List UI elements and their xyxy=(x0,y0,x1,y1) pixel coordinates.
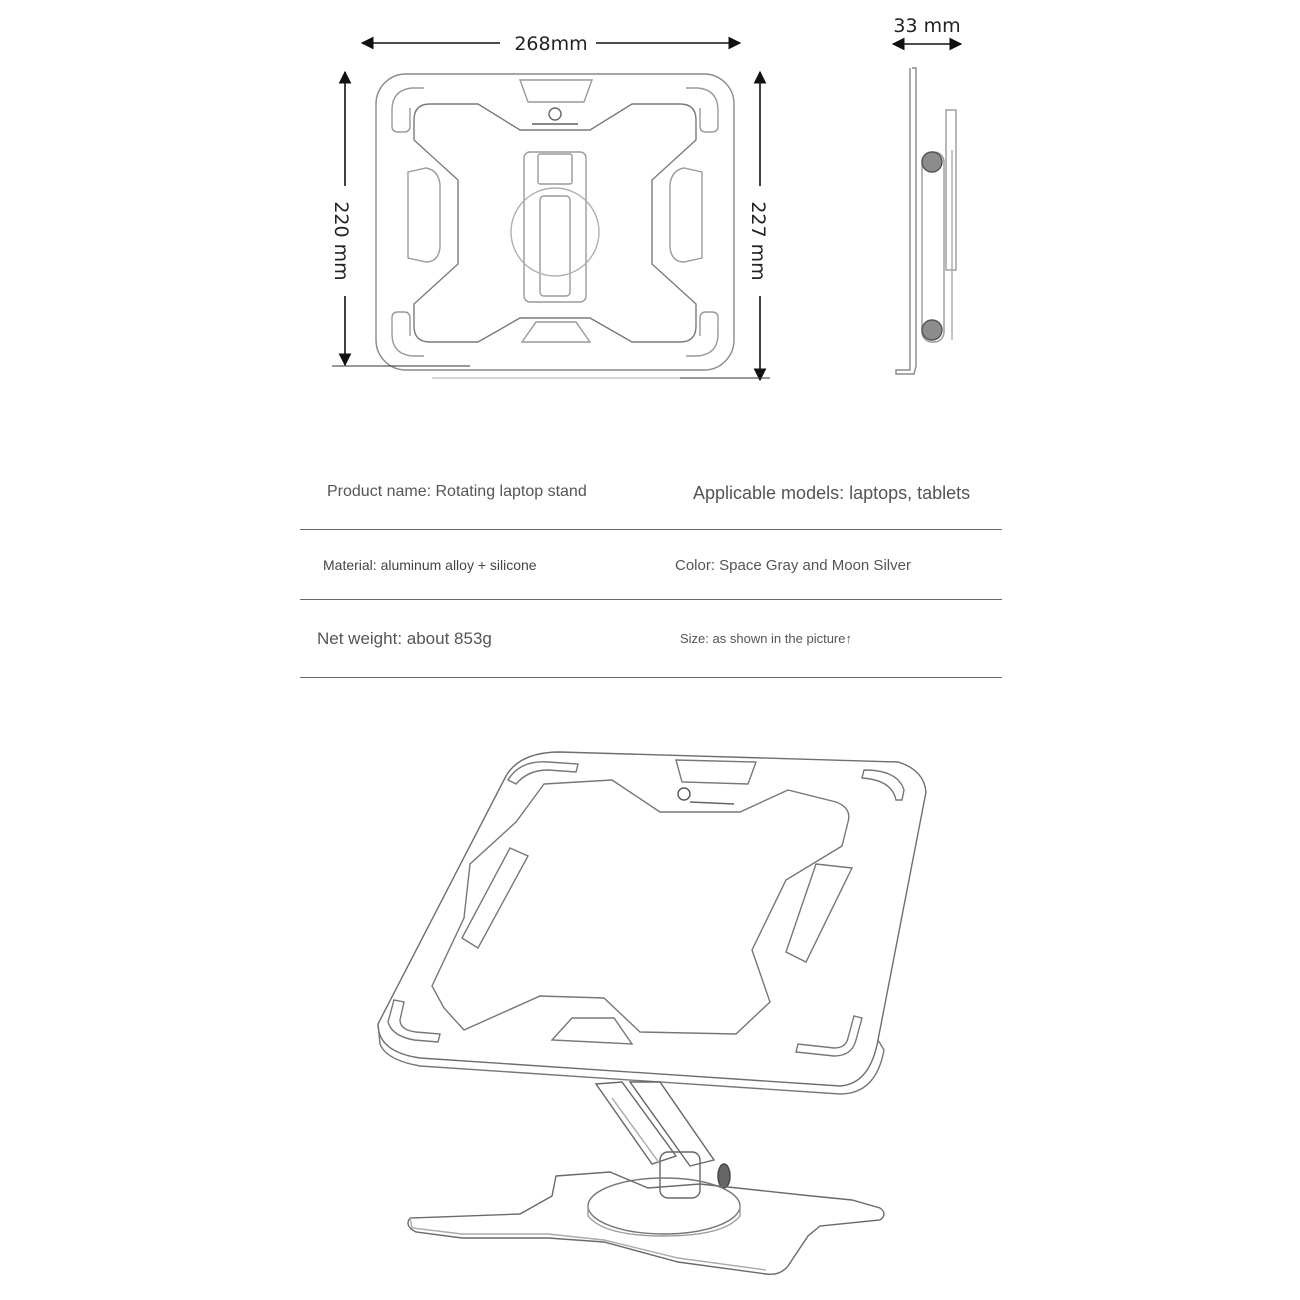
spec-applicable-models: Applicable models: laptops, tablets xyxy=(693,483,971,503)
height-left-label: 220 mm xyxy=(330,201,352,281)
width-label: 268mm xyxy=(514,33,588,55)
side-view xyxy=(896,68,956,374)
spec-divider xyxy=(300,599,1002,600)
depth-label: 33 mm xyxy=(893,15,961,37)
front-view xyxy=(376,74,734,370)
spec-net-weight: Net weight: about 853g xyxy=(317,629,492,648)
spec-material: Material: aluminum alloy + silicone xyxy=(323,557,537,573)
spec-product-name: Product name: Rotating laptop stand xyxy=(327,483,587,500)
spec-size: Size: as shown in the picture↑ xyxy=(680,631,852,646)
spec-color: Color: Space Gray and Moon Silver xyxy=(675,557,911,574)
isometric-view xyxy=(378,752,926,1274)
spec-divider xyxy=(300,529,1002,530)
spec-divider xyxy=(300,677,1002,678)
height-right-label: 227 mm xyxy=(747,201,769,281)
